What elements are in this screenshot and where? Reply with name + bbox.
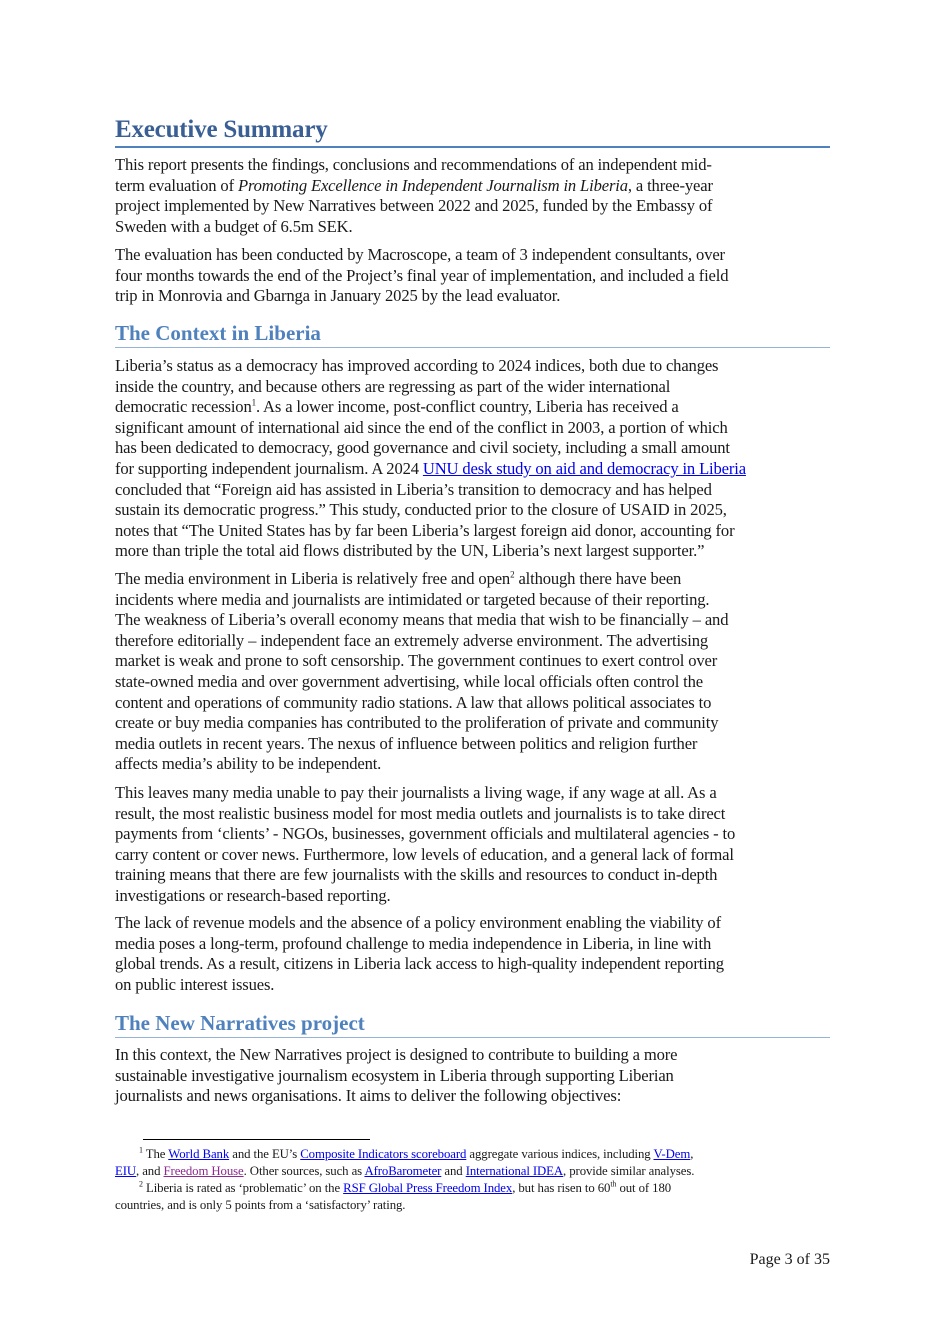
text-line: democratic recession$^1$. As a lower income, post-conflict country, Liberia has received a [115, 397, 679, 417]
text-line: trip in Monrovia and Gbarnga in January 2025 by the lead evaluator. [115, 286, 561, 306]
text-line: notes that “The United States has by far been Liberia’s largest foreign aid donor, accounting for [115, 520, 735, 540]
text-line: Liberia’s status as a democracy has improved according to 2024 indices, both due to changes [115, 356, 719, 375]
paragraph-context-democracy [115, 356, 830, 562]
footnotes [115, 1146, 830, 1214]
heading-new-narratives-project: The New Narratives project [115, 1011, 830, 1038]
project-title: Promoting Excellence in Independent Journalism in Liberia [237, 175, 628, 195]
paragraph-evaluation-method [115, 245, 830, 307]
link-eiu[interactable]: EIU [115, 1164, 137, 1178]
text-line: therefore editorially – independent face an extremely adverse environment. The advertising [115, 630, 708, 650]
text-line: term evaluation of Promoting Excellence in Independent Journalism in Liberia, a three-year [115, 175, 713, 195]
text-line: media poses a long-term, profound challenge to media independence in Liberia, in line with [115, 933, 712, 953]
page-number: Page 3 of 35 [749, 1251, 830, 1268]
text-line: training means that there are few journalists with the skills and resources to conduct in-depth [115, 865, 718, 885]
text-line: This report presents the findings, conclusions and recommendations of an independent mid- [115, 155, 712, 174]
paragraph-living-wage [115, 783, 830, 907]
text-line: In this context, the New Narratives project is designed to contribute to building a more [115, 1045, 678, 1064]
text-line: more than triple the total aid flows distributed by the UN, Liberia’s next largest supporter.” [115, 541, 705, 561]
link-freedom-house[interactable]: Freedom House [163, 1164, 244, 1178]
text-line: The weakness of Liberia’s overall economy means that media that wish to be financially – and [115, 610, 729, 630]
footnote-marker-2: 2 [139, 1179, 143, 1189]
text-line: sustainable investigative journalism ecosystem in Liberia through supporting Liberian [115, 1065, 674, 1085]
text-line: result, the most realistic business model for most media outlets and journalists is to take direct [115, 803, 726, 823]
link-international-idea[interactable]: International IDEA [465, 1164, 564, 1178]
text-line: This leaves many media unable to pay their journalists a living wage, if any wage at all. As a [115, 783, 717, 802]
text-line: global trends. As a result, citizens in Liberia lack access to high-quality independent reporting [115, 954, 724, 974]
paragraph-revenue-models [115, 913, 830, 995]
text-line: market is weak and prone to soft censorship. The government continues to exert control over [115, 651, 718, 671]
text-line: journalists and news organisations. It aims to deliver the following objectives: [115, 1086, 622, 1106]
text-line: sustain its democratic progress.” This study, conducted prior to the closure of USAID in 2025, [115, 500, 727, 520]
text-line: project implemented by New Narratives between 2022 and 2025, funded by the Embassy of [115, 196, 713, 216]
link-world-bank[interactable]: World Bank [168, 1147, 230, 1161]
text-line: investigations or research-based reporting. [115, 885, 391, 905]
text-line: state-owned media and over government advertising, while local officials often control the [115, 671, 703, 691]
link-unu-desk-study[interactable]: UNU desk study on aid and democracy in Liberia [422, 458, 746, 478]
link-rsf-press-freedom-index[interactable]: RSF Global Press Freedom Index [343, 1181, 513, 1195]
footnote-1-continued: EIU, and Freedom House. Other sources, such as AfroBarometer and International IDEA, provide similar analyses. [115, 1164, 695, 1178]
footnote-marker-1: 1 [139, 1145, 143, 1155]
text-line: on public interest issues. [115, 974, 275, 994]
paragraph-exec-summary-intro [115, 155, 830, 237]
footnote-ref-2[interactable]: 2 [510, 569, 515, 580]
text-line: The media environment in Liberia is relatively free and open$^2$ although there have been [115, 569, 682, 588]
footnote-ref-1[interactable]: 1 [251, 397, 256, 408]
link-composite-indicators-scoreboard[interactable]: Composite Indicators scoreboard [300, 1147, 467, 1161]
text-line: payments from ‘clients’ - NGOs, businesses, government officials and multilateral agencies - to [115, 824, 736, 844]
text-line: incidents where media and journalists are intimidated or targeted because of their reporting. [115, 589, 710, 609]
footnote-2-continued: countries, and is only 5 points from a ‘satisfactory’ rating. [115, 1198, 406, 1212]
link-afrobarometer[interactable]: AfroBarometer [364, 1164, 442, 1178]
text-line: four months towards the end of the Project’s final year of implementation, and included a field [115, 265, 729, 285]
text-line: for supporting independent journalism. A 2024 UNU desk study on aid and democracy in Liberia [115, 458, 746, 478]
text-line: Sweden with a budget of 6.5m SEK. [115, 216, 353, 236]
paragraph-media-environment [115, 569, 830, 775]
text-line: content and operations of community radio stations. A law that allows political associates to [115, 692, 712, 712]
text-line: carry content or cover news. Furthermore, low levels of education, and a general lack of formal [115, 844, 734, 864]
text-line: inside the country, and because others are regressing as part of the wider international [115, 376, 671, 396]
text-line: significant amount of international aid since the end of the conflict in 2003, a portion of which [115, 417, 728, 437]
footnote-2: $^2$ Liberia is rated as ‘problematic’ on the RSF Global Press Freedom Index, but has risen to 60th out of 180 [139, 1179, 672, 1195]
text-line: media outlets in recent years. The nexus of influence between politics and religion further [115, 733, 698, 753]
text-line: The lack of revenue models and the absence of a policy environment enabling the viability of [115, 913, 721, 932]
footnote-separator [143, 1139, 370, 1140]
text-line: has been dedicated to democracy, good governance and civil society, including a small amount [115, 438, 730, 458]
text-line: concluded that “Foreign aid has assisted in Liberia’s transition to democracy and has helped [115, 479, 712, 499]
text-line: create or buy media companies has contributed to the proliferation of private and community [115, 713, 719, 733]
text-line: The evaluation has been conducted by Macroscope, a team of 3 independent consultants, over [115, 245, 725, 264]
heading-context-in-liberia: The Context in Liberia [115, 321, 830, 348]
link-v-dem[interactable]: V-Dem [653, 1147, 691, 1161]
paragraph-new-narratives-intro [115, 1045, 830, 1107]
heading-executive-summary: Executive Summary [115, 116, 830, 148]
text-line: affects media’s ability to be independent. [115, 754, 382, 774]
footnote-1: $^1$ The World Bank and the EU’s Composite Indicators scoreboard aggregate various indices, including V-Dem, [139, 1145, 694, 1161]
